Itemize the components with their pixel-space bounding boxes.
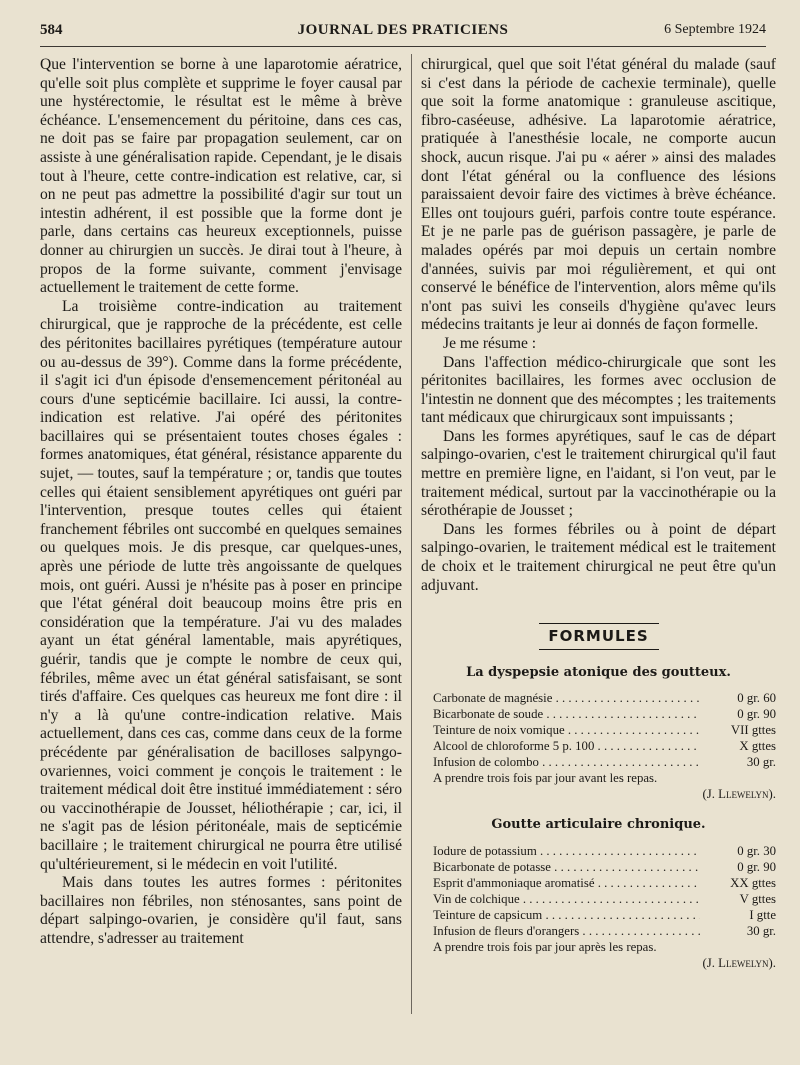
ingredient-row [433,722,776,738]
ingredient-dose: 0 gr. 30 [737,844,776,858]
issue-date: 6 Septembre 1924 [664,22,766,37]
ingredient-row [433,754,776,770]
ingredient-name: Bicarbonate de potasse . . . [433,859,700,875]
ingredient-dose: X gttes [739,739,776,754]
ingredient-row [433,738,776,754]
ingredient-row [433,891,776,907]
ingredient-name: Teinture de noix vomique . . . [433,722,700,738]
ingredient-dose: 30 gr. [746,755,776,770]
ingredient-row [433,923,776,939]
formula-recipe [421,843,776,971]
formula-instructions: A prendre trois fois par jour avant les repas. [433,771,658,786]
ingredient-dose: VII gttes [730,723,776,738]
ingredient-dose: I gtte [749,908,776,922]
ingredient-row [433,690,776,706]
ingredient-row [433,875,776,891]
ingredient-dose: 30 gr. [746,924,776,938]
ingredient-dose: V gttes [739,892,776,906]
formula-author: (J. Llewelyn). [702,787,776,802]
header-rule [40,46,766,47]
ingredient-name: Bicarbonate de soude . . . [433,706,700,722]
ingredient-dose: XX gttes [730,876,776,890]
ingredient-name: Infusion de colombo . . . [433,754,700,770]
formula-instructions: A prendre trois fois par jour après les repas. [433,940,657,954]
ingredient-name: Iodure de potassium . . . [433,843,700,859]
paragraph: La troisième contre-indication au traitement chirurgical, que je rapproche de la précédente, est celle des péritonites bacillaires pyrétiques (température autour ou au-dessus de 39°). Comme dans la forme précédente, il s'agit ici d'un épisode d'ensemencement péritonéal au cours d'une septicémie bacillaire. Ici aussi, la contre-indication est relative. J'ai opéré des péritonites bacillaires qui se présentaient toutes choses égales : formes anatomiques, état général, résistance apparente du sujet, — toutes, sauf la température ; or, tandis que toutes celles qui étaient sensiblement apyrétiques ont guéri par l'intervention, presque toutes celles qui étaient franchement fébriles ont succombé en quelques semaines ou quelques mois. Je dis presque, car quelques-unes, après une période de lutte très angoissante de quelques mois, ont guéri. Aussi je n'hésite pas à poser en principe que l'état général doit beaucoup moins être pris en considération que la température. J'ai vu des malades ayant un état général lamentable, mais apyrétiques, guérir, tandis que je compte le nombre de ceux qui, fébriles, même avec un état général satisfaisant, se sont tirés d'affaire. Ces quelques cas heureux me font dire : il n'y a là qu'une contre-indication relative. Mais actuellement, dans ces cas, comme dans ceux de la forme précédente par généralisation de bacilloses salpyngo-ovariennes, voici comment je conçois le traitement : le traitement médical doit être institué immédiatement : séro ou vaccinothérapie de Jousset, héliothérapie ; car, ici, il ne s'agit pas de lésion péritonéale, mais de septicémie bacillaire ; le traitement chirurgical ne pourra être utilisé qu'ultérieurement, si le médecin en voit l'utilité. [40,297,402,873]
formules-heading: FORMULES [539,623,659,650]
ingredient-dose: 0 gr. 60 [737,691,776,706]
paragraph: Mais dans toutes les autres formes : péritonites bacillaires non fébriles, non sténosantes, sans point de départ salpingo-ovarien, je considère qu'il faut, sans attendre, s'adresser au traitement [40,874,402,947]
ingredient-name: Esprit d'ammoniaque aromatisé . . . [433,875,700,891]
formula-title: Goutte articulaire chronique. [491,817,706,833]
page-number: 584 [40,22,63,38]
ingredient-name: Alcool de chloroforme 5 p. 100 . . . [433,738,700,754]
ingredient-name: Vin de colchique . . . [433,891,700,907]
paragraph: Dans les formes apyrétiques, sauf le cas de départ salpingo-ovarien, c'est le traitement chirurgical qu'il faut mettre en première ligne, en l'aidant, si l'on veut, par le traitement médical, surtout par la vaccinothérapie ou la sérothérapie de Jousset ; [421,427,776,520]
right-column [421,56,776,971]
paragraph: Je me résume : [443,334,537,352]
ingredient-row [433,859,776,875]
column-divider [411,54,412,1014]
paragraph: Dans les formes fébriles ou à point de départ salpingo-ovarien, le traitement médical est le traitement de choix et le traitement chirurgical ne peut être qu'un adjuvant. [421,520,776,594]
formula-author: (J. Llewelyn). [702,956,776,970]
page-header [40,22,766,44]
ingredient-dose: 0 gr. 90 [737,707,776,722]
ingredient-row [433,843,776,859]
ingredient-dose: 0 gr. 90 [737,860,776,874]
left-column [40,56,402,949]
ingredient-row [433,706,776,722]
paragraph: Dans l'affection médico-chirurgicale que sont les péritonites bacillaires, les formes avec occlusion de l'intestin ne donnent que des mécomptes ; les traitements tant médicaux que chirurgicaux sont impuissants ; [421,353,776,427]
formula-title: La dyspepsie atonique des goutteux. [466,664,731,680]
ingredient-name: Infusion de fleurs d'orangers . . . [433,923,700,939]
ingredient-row [433,907,776,923]
formula-recipe [421,690,776,802]
ingredient-name: Carbonate de magnésie . . . [433,690,700,706]
ingredient-name: Teinture de capsicum . . . [433,907,700,923]
paragraph: chirurgical, quel que soit l'état général du malade (sauf si c'est dans la période de cachexie terminale), quelle que soit la forme anatomique : granuleuse ascitique, fibro-caséeuse, adhésive. La laparotomie aératrice, pratiquée à l'anesthésie locale, ne comporte aucun shock, aucun risque. J'ai pu « aérer » ainsi des malades dont l'état général ou la confluence des lésions paraissaient devoir faire des victimes à brève échéance. Elles ont toujours guéri, parfois contre toute espérance. Et je ne parle pas de guérison passagère, je parle de malades opérés par moi depuis un certain nombre d'années, suivis par moi régulièrement, et qui ont conservé le bénéfice de l'intervention, alors même qu'ils n'ont pas suivi les conseils d'hygiène qu'avec leurs médecins traitants je leur ai donnés de façon formelle. [421,56,776,334]
paragraph: Que l'intervention se borne à une laparotomie aératrice, qu'elle soit plus complète et supprime le foyer causal par une hystérectomie, le résultat est le même à brève échéance. L'ensemencement du péritoine, dans ces cas, ne doit pas se faire par propagation seulement, car on assiste à une généralisation rapide. Cependant, je le disais tout à l'heure, cette contre-indication est relative, car, si on ne peut pas admettre la possibilité d'agir sur tout un intestin adhérent, il est possible que la forme dont je parle, dans certains cas heureux exceptionnels, puisse donner au chirurgien un succès. Je dirai tout à l'heure, à propos de la forme suivante, comment j'envisage actuellement le traitement de cette forme. [40,56,402,297]
journal-title: JOURNAL DES PRATICIENS [297,22,509,38]
